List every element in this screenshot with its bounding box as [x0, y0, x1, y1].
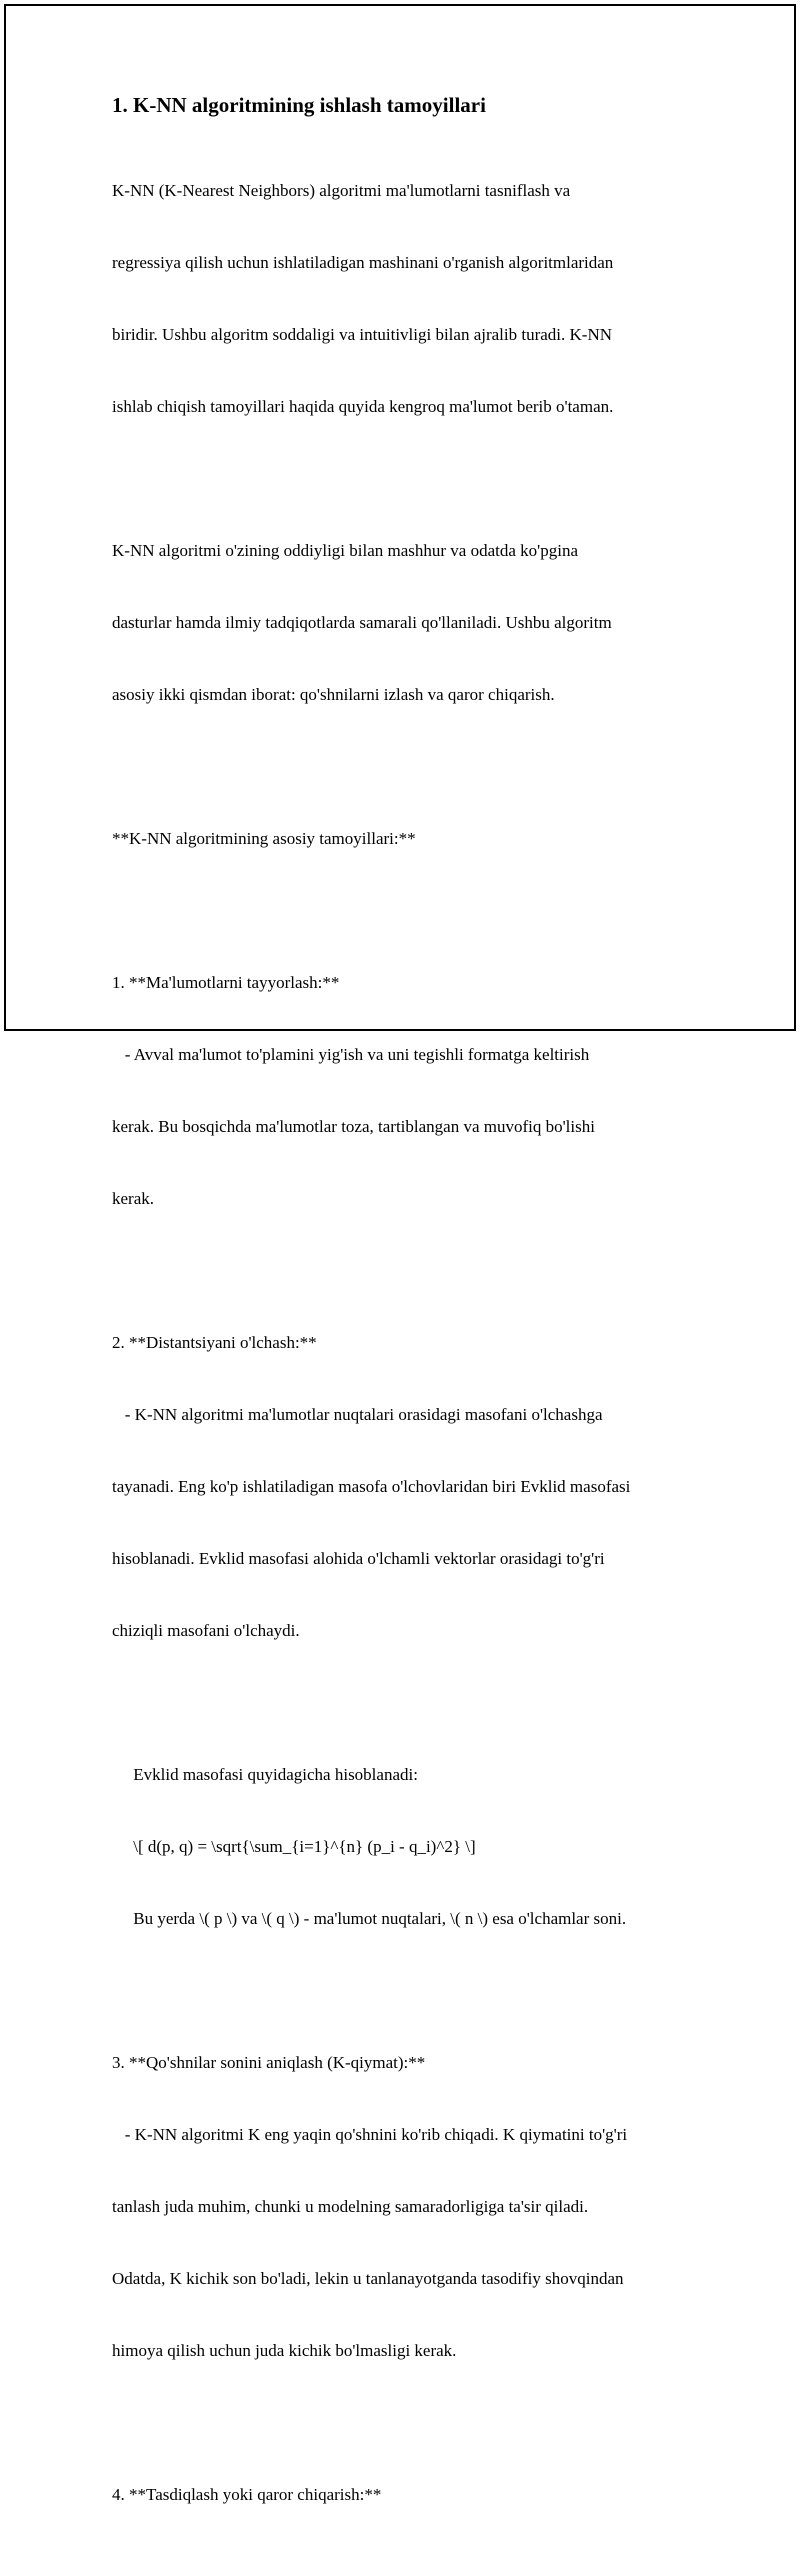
intro-paragraph [112, 131, 712, 467]
list-item-4 [112, 2435, 712, 2555]
text-line: 3. **Qo'shnilar sonini aniqlash (K-qiymat):** [112, 2053, 426, 2072]
text-line: ishlab chiqish tamoyillari haqida quyida kengroq ma'lumot berib o'taman. [112, 397, 614, 416]
text-line: Bu yerda \( p \) va \( q \) - ma'lumot nuqtalari, \( n \) esa o'lchamlar soni. [112, 1909, 627, 1928]
text-line: asosiy ikki qismdan iborat: qo'shnilarni izlash va qaror chiqarish. [112, 685, 555, 704]
text-line: chiziqli masofani o'lchaydi. [112, 1621, 300, 1640]
document-body [112, 92, 712, 2555]
text-line: 4. **Tasdiqlash yoki qaror chiqarish:** [112, 2485, 382, 2504]
list-item-1 [112, 923, 712, 1259]
text-line: **K-NN algoritmining asosiy tamoyillari:** [112, 829, 416, 848]
list-item-3 [112, 2003, 712, 2411]
formula-block [112, 1715, 712, 1979]
text-line: K-NN algoritmi o'zining oddiyligi bilan mashhur va odatda ko'pgina [112, 541, 578, 560]
summary-paragraph [112, 491, 712, 755]
section-title: 1. K-NN algoritmining ishlash tamoyillari [112, 93, 486, 117]
text-line: K-NN (K-Nearest Neighbors) algoritmi ma'lumotlarni tasniflash va [112, 181, 571, 200]
text-line: hisoblanadi. Evklid masofasi alohida o'lchamli vektorlar orasidagi to'g'ri [112, 1549, 605, 1568]
text-line: kerak. Bu bosqichda ma'lumotlar toza, tartiblangan va muvofiq bo'lishi [112, 1117, 595, 1136]
paragraph-gap [112, 755, 712, 779]
paragraph-gap [112, 467, 712, 491]
text-line: 2. **Distantsiyani o'lchash:** [112, 1333, 317, 1352]
text-line: Evklid masofasi quyidagicha hisoblanadi: [112, 1765, 418, 1784]
principles-heading [112, 779, 712, 899]
text-line: dasturlar hamda ilmiy tadqiqotlarda samarali qo'llaniladi. Ushbu algoritm [112, 613, 612, 632]
formula-line: \[ d(p, q) = \sqrt{\sum_{i=1}^{n} (p_i - q_i)^2} \] [112, 1837, 476, 1856]
text-line: kerak. [112, 1189, 155, 1208]
paragraph-gap [112, 2411, 712, 2435]
text-line: - K-NN algoritmi K eng yaqin qo'shnini ko'rib chiqadi. K qiymatini to'g'ri [112, 2125, 628, 2144]
text-line: - K-NN algoritmi ma'lumotlar nuqtalari orasidagi masofani o'lchashga [112, 1405, 603, 1424]
text-line: biridir. Ushbu algoritm soddaligi va intuitivligi bilan ajralib turadi. K-NN [112, 325, 613, 344]
text-line: - Avval ma'lumot to'plamini yig'ish va uni tegishli formatga keltirish [112, 1045, 590, 1064]
text-line: tayanadi. Eng ko'p ishlatiladigan masofa o'lchovlaridan biri Evklid masofasi [112, 1477, 631, 1496]
text-line: Odatda, K kichik son bo'ladi, lekin u tanlanayotganda tasodifiy shovqindan [112, 2269, 624, 2288]
list-item-2 [112, 1283, 712, 1691]
paragraph-gap [112, 1259, 712, 1283]
text-line: himoya qilish uchun juda kichik bo'lmasligi kerak. [112, 2341, 457, 2360]
paragraph-gap [112, 1691, 712, 1715]
text-line: tanlash juda muhim, chunki u modelning samaradorligiga ta'sir qiladi. [112, 2197, 589, 2216]
text-line: regressiya qilish uchun ishlatiladigan mashinani o'rganish algoritmlaridan [112, 253, 614, 272]
paragraph-gap [112, 899, 712, 923]
paragraph-gap [112, 1979, 712, 2003]
text-line: 1. **Ma'lumotlarni tayyorlash:** [112, 973, 340, 992]
